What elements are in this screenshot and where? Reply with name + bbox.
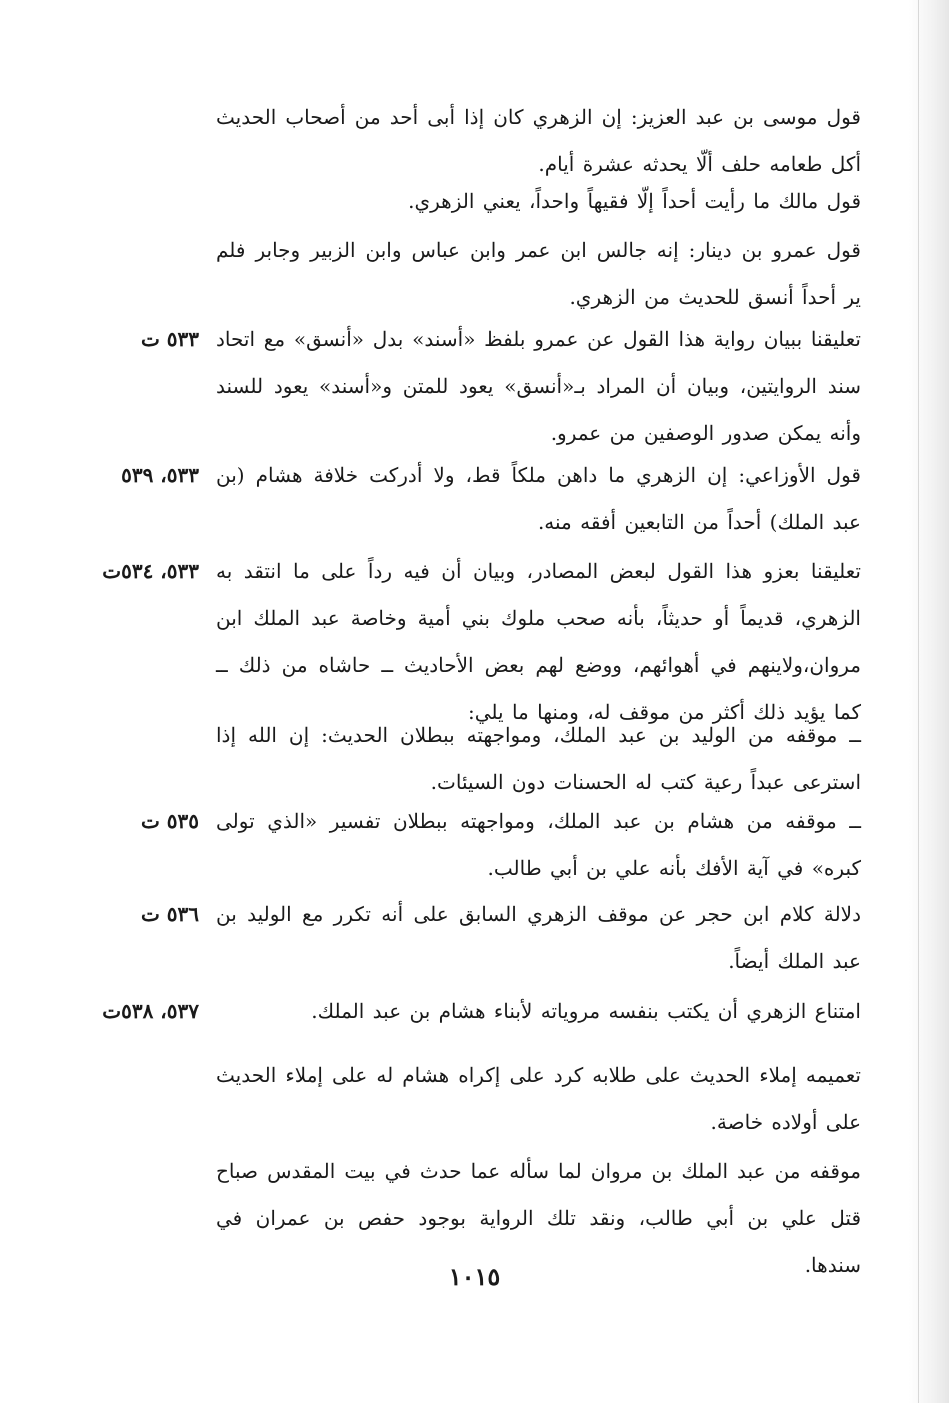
entry-text: تعليقنا بعزو هذا القول لبعض المصادر، وبيان أن فيه رداً على ما انتقد به الزهري، قديماً أو حديثاً، بأنه صحب ملوك بني أمية وخاصة عبد الملك ابن مروان،ولاينهم في أهوائهم، ووضع لهم بعض الأحاديث ــ حاشاه من ذلك ــ كما يؤيد ذلك أكثر من موقف له، ومنها ما يلي:: [216, 559, 862, 724]
page-number: ١٠١٥: [448, 1262, 501, 1291]
entry-text: قول الأوزاعي: إن الزهري ما داهن ملكاً قط، ولا أدركت خلافة هشام (بن عبد الملك) أحداً من التابعين أفقه منه.: [216, 463, 861, 534]
page-reference: ٥٣٥ ت: [140, 809, 199, 833]
entry-text: ــ موقفه من هشام بن عبد الملك، ومواجهته ببطلان تفسير «الذي تولى كبره» في آية الأفك بأنه علي بن أبي طالب.: [216, 809, 861, 880]
entry-text: ــ موقفه من الوليد بن عبد الملك، ومواجهته ببطلان الحديث: إن الله إذا استرعى عبداً رعية كتب له الحسنات دون السيئات.: [216, 723, 861, 794]
entry-text: قول موسى بن عبد العزيز: إن الزهري كان إذا أبى أحد من أصحاب الحديث أكل طعامه حلف ألّا يحدثه عشرة أيام.: [216, 105, 861, 176]
page-reference: ٥٣٦ ت: [140, 902, 199, 926]
scan-page-edge: [909, 0, 949, 1403]
page-reference: ٥٣٣ ت: [140, 327, 199, 351]
entry-text: امتناع الزهري أن يكتب بنفسه مروياته لأبناء هشام بن عبد الملك.: [311, 999, 861, 1023]
entry-text: موقفه من عبد الملك بن مروان لما سأله عما حدث في بيت المقدس صباح قتل علي بن أبي طالب، ونقد تلك الرواية بوجود حفص بن عمران في سندها.: [216, 1159, 861, 1277]
scan-edge-line: [918, 0, 919, 1403]
page-reference: ٥٣٣، ٥٣٩: [121, 463, 199, 487]
entry-text: قول عمرو بن دينار: إنه جالس ابن عمر وابن عباس وابن الزبير وجابر فلم ير أحداً أنسق للحديث من الزهري.: [216, 238, 861, 309]
entry-text: تعميمه إملاء الحديث على طلابه كرد على إكراه هشام له على إملاء الحديث على أولاده خاصة.: [216, 1063, 861, 1134]
entry-text: دلالة كلام ابن حجر عن موقف الزهري السابق على أنه تكرر مع الوليد بن عبد الملك أيضاً.: [216, 902, 861, 973]
page-reference: ٥٣٣، ٥٣٤ت: [102, 559, 199, 583]
entry-text: تعليقنا ببيان رواية هذا القول عن عمرو بلفظ «أسند» بدل «أنسق» مع اتحاد سند الروايتين، وبيان أن المراد بـ«أنسق» يعود للمتن و«أسند» يعود للسند وأنه يمكن صدور الوصفين من عمرو.: [216, 327, 861, 445]
entry-text: قول مالك ما رأيت أحداً إلّا فقيهاً واحداً، يعني الزهري.: [408, 189, 861, 213]
page-reference: ٥٣٧، ٥٣٨ت: [102, 999, 199, 1023]
